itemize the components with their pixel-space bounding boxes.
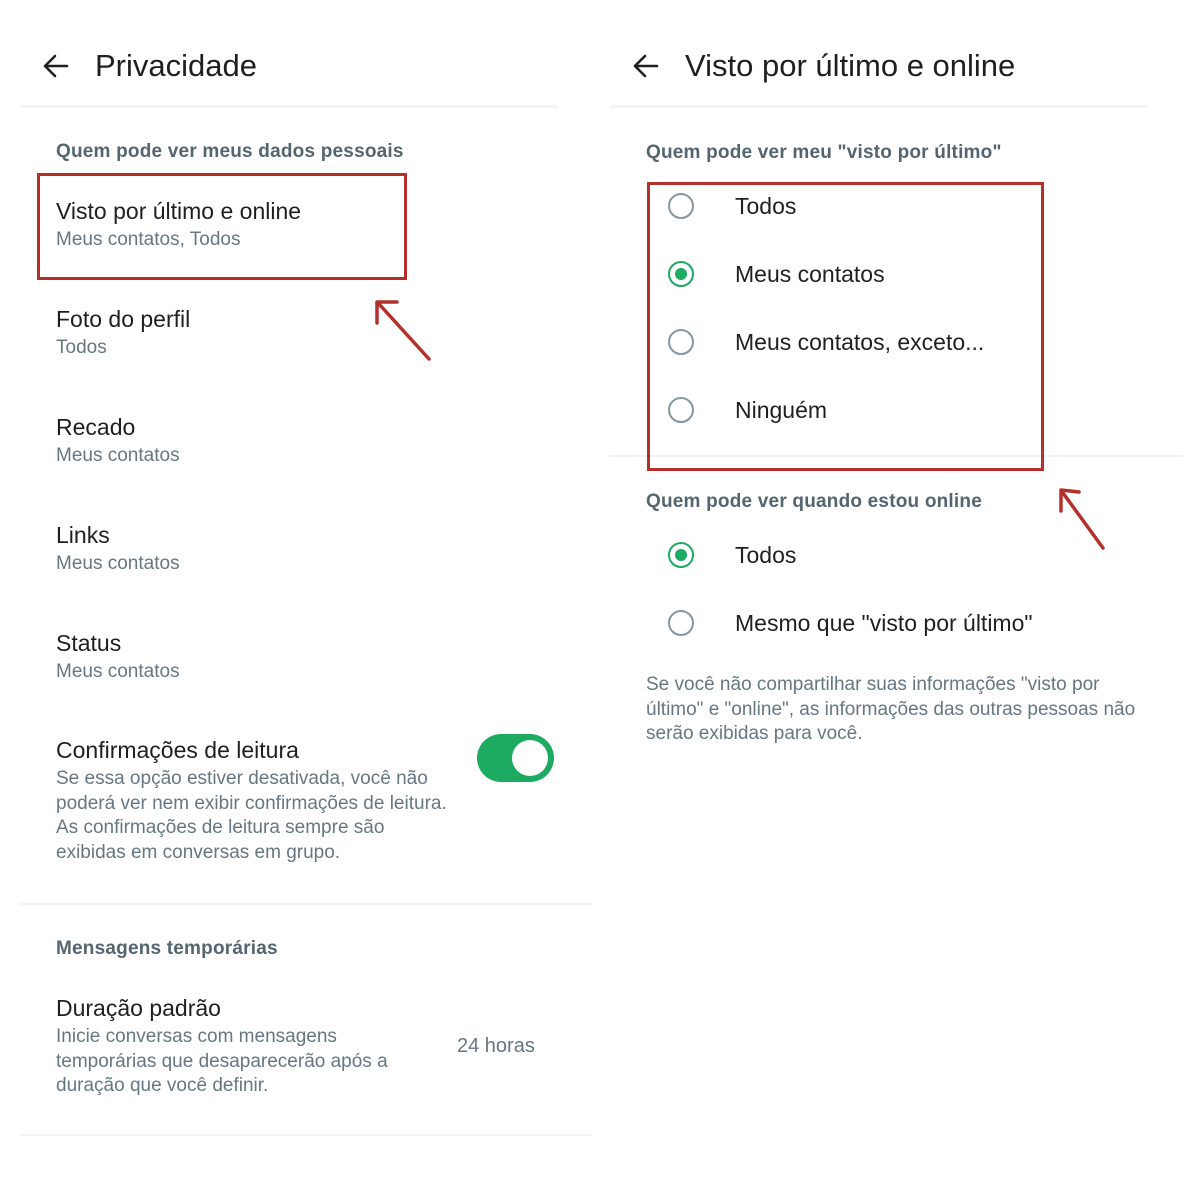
setting-title: Links <box>56 522 110 548</box>
bottom-divider <box>20 1134 592 1136</box>
radio-button[interactable] <box>668 610 694 636</box>
setting-title: Status <box>56 630 122 656</box>
section-label-online: Quem pode ver quando estou online <box>646 491 982 512</box>
setting-description: Se essa opção estiver desativada, você não poderá ver nem exibir confirmações de leitura. As confirmações de leitura sempre são exibidas em conversas em grupo. <box>56 768 447 863</box>
setting-default-duration[interactable] <box>56 994 426 1099</box>
setting-title: Visto por último e online <box>56 198 302 224</box>
setting-value: Todos <box>56 337 107 358</box>
page-title: Visto por último e online <box>685 48 1016 83</box>
setting-read-receipts[interactable] <box>56 736 456 865</box>
setting-title: Foto do perfil <box>56 306 191 332</box>
radio-option-online-everyone[interactable] <box>668 535 796 575</box>
radio-label: Meus contatos, exceto... <box>735 328 985 355</box>
section-label-last-seen: Quem pode ver meu "visto por último" <box>646 142 1002 163</box>
radio-label: Todos <box>735 192 797 219</box>
setting-value: Meus contatos <box>56 661 180 682</box>
section-divider <box>20 903 592 905</box>
highlight-box <box>647 182 1044 471</box>
radio-button-selected[interactable] <box>668 542 694 568</box>
setting-links[interactable] <box>56 521 180 576</box>
app-bar-divider <box>20 105 558 108</box>
highlight-box <box>37 173 407 280</box>
radio-label: Mesmo que "visto por último" <box>735 609 1033 636</box>
section-label-temporary-messages: Mensagens temporárias <box>56 938 278 959</box>
radio-label: Ninguém <box>735 396 828 423</box>
section-label-personal-data: Quem pode ver meus dados pessoais <box>56 141 404 162</box>
back-arrow-icon[interactable] <box>630 50 662 82</box>
setting-status[interactable] <box>56 629 180 684</box>
setting-profile-photo[interactable] <box>56 305 190 360</box>
setting-about[interactable] <box>56 413 180 468</box>
default-duration-value: 24 horas <box>457 1035 535 1057</box>
privacy-note: Se você não compartilhar suas informações "visto por último" e "online", as informações das outras pessoas não serão exibidas para você. <box>646 674 1136 744</box>
setting-description: Inicie conversas com mensagens temporárias que desaparecerão após a duração que você definir. <box>56 1026 388 1096</box>
setting-title: Duração padrão <box>56 995 221 1021</box>
read-receipts-toggle[interactable] <box>477 734 554 782</box>
back-arrow-icon[interactable] <box>40 50 72 82</box>
setting-value: Meus contatos <box>56 553 180 574</box>
setting-title: Recado <box>56 414 136 440</box>
last-seen-app-bar <box>630 36 1015 96</box>
radio-label: Meus contatos <box>735 260 885 287</box>
app-bar-divider <box>610 105 1148 108</box>
radio-option-same-as-last-seen[interactable] <box>668 603 1033 643</box>
last-seen-screen <box>600 0 1200 1200</box>
setting-value: Meus contatos <box>56 445 180 466</box>
radio-label: Todos <box>735 541 797 568</box>
toggle-knob <box>512 740 548 776</box>
setting-title: Confirmações de leitura <box>56 737 299 763</box>
privacy-app-bar <box>40 36 257 96</box>
red-arrow-icon <box>366 292 436 364</box>
red-arrow-icon <box>1050 480 1110 554</box>
page-title: Privacidade <box>95 48 257 83</box>
setting-value: Meus contatos, Todos <box>56 229 241 250</box>
